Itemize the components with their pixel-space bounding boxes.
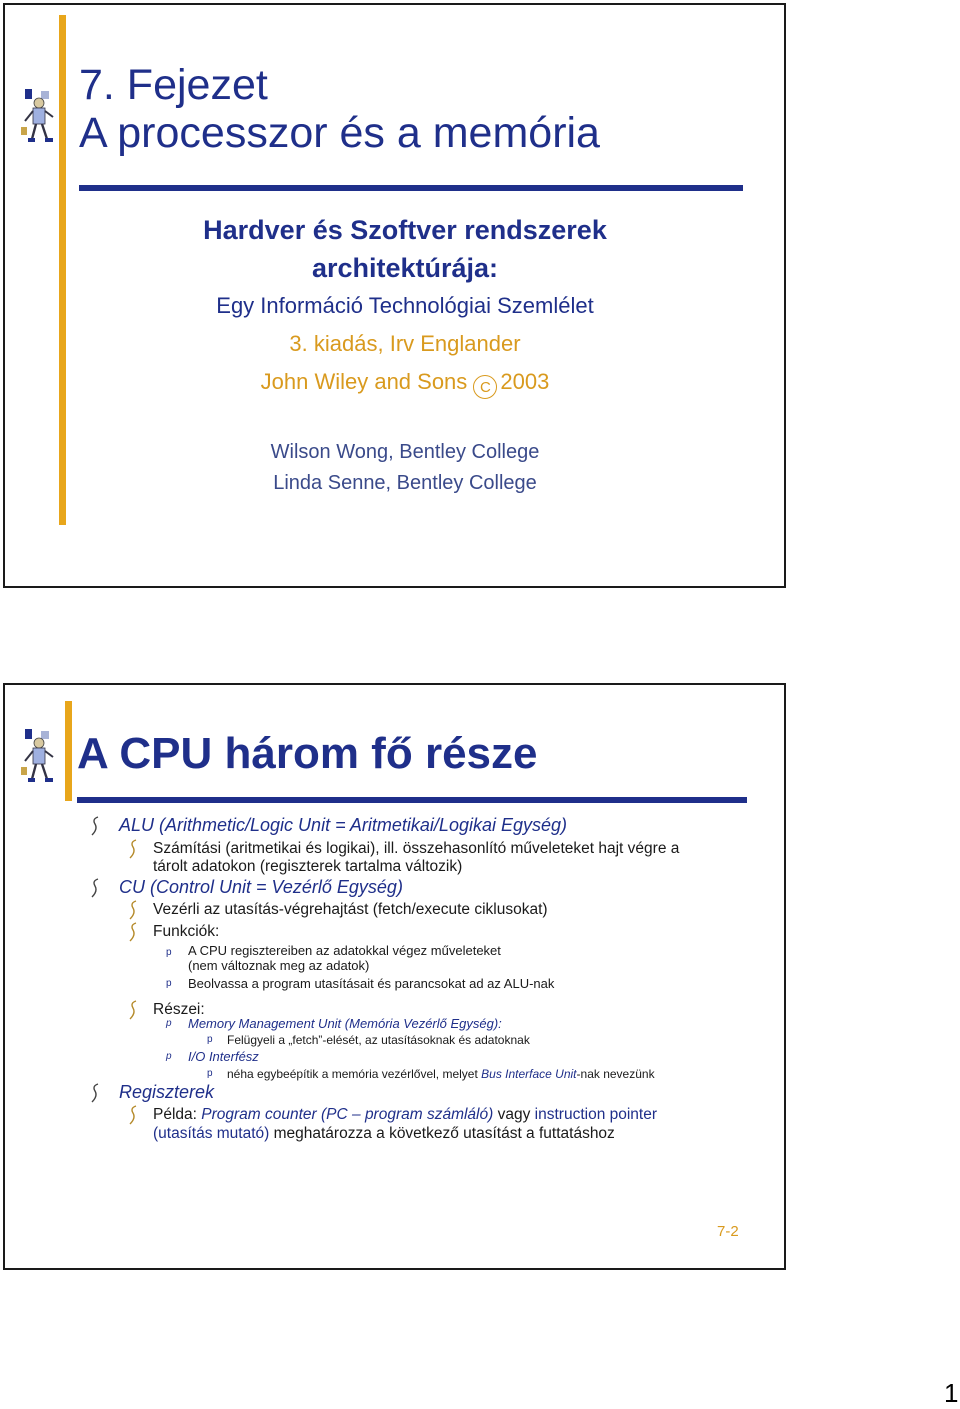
- bullet-alu-desc: [153, 840, 679, 876]
- bullet-icon: [89, 877, 101, 899]
- copyright-icon: C: [473, 375, 497, 399]
- bullet-icon: [127, 1104, 139, 1126]
- slide-2: [3, 683, 786, 1270]
- bullet-funkciok: [153, 923, 219, 941]
- bullet-func-1: [166, 943, 501, 973]
- bullet-cu: [119, 877, 403, 898]
- bullet-cu-desc: [153, 901, 548, 919]
- bullet-icon: [127, 921, 139, 943]
- bullet-icon: [127, 999, 139, 1021]
- regiszterek-text: Regiszterek: [119, 1082, 215, 1102]
- bullet-glyph: p: [166, 947, 172, 958]
- alu-desc-line-2: tárolt adatokon (regiszterek tartalma változik): [153, 858, 463, 875]
- pelda-line-1: [153, 1105, 657, 1124]
- io-text: I/O Interfész: [188, 1049, 259, 1064]
- pelda-line-2-rest: meghatározza a következő utasítást a futtatáshoz: [273, 1125, 615, 1142]
- book-info: [15, 211, 795, 401]
- alu-desc-line-1: Számítási (aritmetikai és logikai), ill. összehasonlító műveleteket hajt végre a: [153, 840, 680, 857]
- book-title-line-2: architektúrája:: [311, 253, 499, 283]
- io-desc-link: Bus Interface Unit: [481, 1067, 577, 1081]
- title-rule: [79, 185, 743, 191]
- slide-1-title: [79, 61, 600, 157]
- bullet-icon: [89, 815, 101, 837]
- bullet-mmu-desc: [207, 1033, 530, 1047]
- publisher: John Wiley and Sons: [260, 369, 468, 394]
- pelda-pc: Program counter (PC – program számláló): [201, 1106, 494, 1123]
- publisher-line: [15, 363, 795, 401]
- bullet-glyph: p: [166, 1018, 172, 1029]
- slide-2-title: A CPU három fő része: [77, 729, 538, 778]
- func-1-line-2: (nem változnak meg az adatok): [188, 958, 370, 973]
- pelda-line-2: [153, 1124, 657, 1143]
- bullet-glyph: p: [207, 1034, 213, 1045]
- bullet-io-desc: [207, 1067, 655, 1081]
- io-desc-post: -nak nevezünk: [576, 1067, 655, 1081]
- slide-1: [3, 3, 786, 588]
- book-title-line-1: Hardver és Szoftver rendszerek: [203, 215, 607, 245]
- title-line-1: 7. Fejezet: [79, 61, 268, 109]
- edition-line: 3. kiadás, Irv Englander: [289, 331, 521, 356]
- bullet-icon: [89, 1082, 101, 1104]
- bullet-glyph: p: [166, 1051, 172, 1062]
- pelda-label: Példa:: [153, 1106, 197, 1123]
- bullet-icon: [127, 838, 139, 860]
- bullet-alu: [119, 815, 567, 836]
- cu-text: CU (Control Unit = Vezérlő Egység): [119, 877, 403, 897]
- reszei-text: Részei:: [153, 1001, 205, 1018]
- cu-desc-text: Vezérli az utasítás-végrehajtást (fetch/execute ciklusokat): [153, 901, 548, 918]
- mmu-desc-text: Felügyeli a „fetch”-elését, az utasításoknak és adatoknak: [227, 1033, 530, 1047]
- accent-bar: [65, 701, 72, 801]
- func-1-line-1: A CPU regisztereiben az adatokkal végez műveleteket: [188, 943, 501, 958]
- func-2-text: Beolvassa a program utasításait és parancsokat ad az ALU-nak: [188, 976, 555, 991]
- author-1: Wilson Wong, Bentley College: [270, 441, 540, 463]
- bullet-regiszterek: [119, 1082, 214, 1103]
- pelda-vagy: vagy: [497, 1106, 531, 1123]
- io-desc-pre: néha egybeépítik a memória vezérlővel, melyet: [227, 1067, 478, 1081]
- funkciok-text: Funkciók:: [153, 923, 220, 940]
- bullet-glyph: p: [166, 978, 172, 989]
- title-rule: [77, 797, 747, 803]
- author-2: Linda Senne, Bentley College: [273, 472, 537, 494]
- authors: [15, 437, 795, 499]
- mascot-icon: [19, 87, 59, 147]
- alu-text: ALU (Arithmetic/Logic Unit = Aritmetikai/Logikai Egység): [119, 815, 568, 835]
- bullet-pelda: [153, 1105, 657, 1143]
- book-subtitle: Egy Információ Technológiai Szemlélet: [216, 293, 594, 318]
- bullet-io: [166, 1049, 259, 1064]
- title-line-2: A processzor és a memória: [79, 109, 600, 158]
- sheet-number: 1: [944, 1378, 959, 1408]
- pelda-line-2-blue: (utasítás mutató): [153, 1125, 270, 1142]
- pelda-ip: instruction pointer: [534, 1106, 658, 1123]
- bullet-glyph: p: [207, 1068, 213, 1079]
- bullet-func-2: [166, 976, 555, 991]
- mmu-text: Memory Management Unit (Memória Vezérlő Egység):: [188, 1016, 502, 1031]
- bullet-icon: [127, 899, 139, 921]
- page-number: 7-2: [717, 1223, 739, 1240]
- bullet-mmu: [166, 1016, 502, 1031]
- year: 2003: [500, 369, 550, 394]
- mascot-icon: [19, 727, 59, 787]
